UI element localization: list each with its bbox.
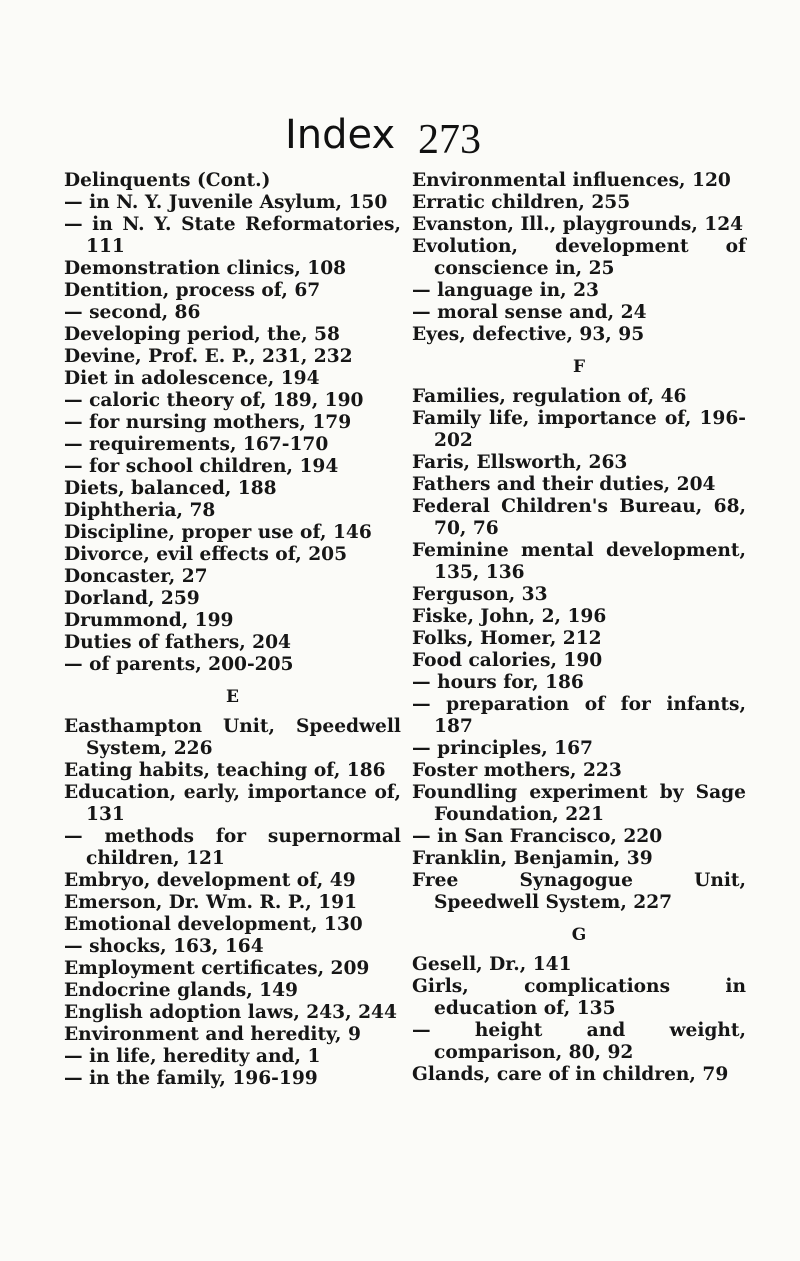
- index-entry: Emotional development, 130: [64, 914, 363, 935]
- index-entry: Federal Children's Bureau, 68, 70, 76: [412, 496, 746, 539]
- index-group-f: [412, 386, 746, 914]
- index-entry: Drummond, 199: [64, 610, 234, 631]
- section-letter-f: F: [572, 357, 586, 377]
- page-number: 273: [418, 117, 481, 163]
- index-column-right: [412, 170, 746, 1086]
- index-entry: Eyes, defective, 93, 95: [412, 324, 645, 345]
- index-entry: Endocrine glands, 149: [64, 980, 298, 1001]
- index-entry: Diet in adolescence, 194: [64, 368, 320, 389]
- index-entry: — in the family, 196-199: [64, 1068, 318, 1089]
- index-entry: Families, regulation of, 46: [412, 386, 687, 407]
- index-group-d: [64, 170, 401, 676]
- index-entry: Environment and heredity, 9: [64, 1024, 361, 1045]
- index-entry: Diphtheria, 78: [64, 500, 216, 521]
- index-entry: Franklin, Benjamin, 39: [412, 848, 653, 869]
- index-group-e-cont: [412, 170, 746, 346]
- index-entry: Duties of fathers, 204: [64, 632, 291, 653]
- index-entry: — for school children, 194: [64, 456, 339, 477]
- page-header: [0, 112, 800, 168]
- page-title: Index: [285, 112, 396, 158]
- index-entry: — language in, 23: [412, 280, 599, 301]
- index-entry: — in N. Y. State Reformatories, 111: [64, 214, 401, 257]
- index-entry: — second, 86: [64, 302, 201, 323]
- index-entry: — preparation of for infants, 187: [412, 694, 746, 737]
- index-entry: Education, early, importance of, 131: [64, 782, 401, 825]
- index-entry: Dorland, 259: [64, 588, 200, 609]
- index-entry: — methods for supernormal children, 121: [64, 826, 401, 869]
- index-entry: Glands, care of in children, 79: [412, 1064, 729, 1085]
- index-entry: Doncaster, 27: [64, 566, 208, 587]
- index-entry: Devine, Prof. E. P., 231, 232: [64, 346, 353, 367]
- index-entry: — in San Francisco, 220: [412, 826, 663, 847]
- index-entry: Feminine mental development, 135, 136: [412, 540, 746, 583]
- index-entry: Girls, complications in education of, 135: [412, 976, 746, 1019]
- index-entry: Dentition, process of, 67: [64, 280, 321, 301]
- index-entry: — shocks, 163, 164: [64, 936, 264, 957]
- index-entry: — requirements, 167-170: [64, 434, 329, 455]
- index-entry: — in N. Y. Juvenile Asylum, 150: [64, 192, 388, 213]
- index-entry: — caloric theory of, 189, 190: [64, 390, 364, 411]
- index-entry: — moral sense and, 24: [412, 302, 647, 323]
- index-entry: Diets, balanced, 188: [64, 478, 277, 499]
- index-entry: — of parents, 200-205: [64, 654, 294, 675]
- index-entry: Ferguson, 33: [412, 584, 548, 605]
- index-entry: Family life, importance of, 196-202: [412, 408, 746, 451]
- index-entry: — height and weight, comparison, 80, 92: [412, 1020, 746, 1063]
- index-entry: — hours for, 186: [412, 672, 584, 693]
- index-entry: Eating habits, teaching of, 186: [64, 760, 386, 781]
- index-entry: Faris, Ellsworth, 263: [412, 452, 628, 473]
- index-entry: Evolution, development of conscience in, 25: [412, 236, 746, 279]
- index-entry: Delinquents (Cont.): [64, 170, 271, 191]
- index-entry: Environmental influences, 120: [412, 170, 731, 191]
- index-entry: — principles, 167: [412, 738, 593, 759]
- index-entry: English adoption laws, 243, 244: [64, 1002, 397, 1023]
- index-entry: Demonstration clinics, 108: [64, 258, 347, 279]
- index-entry: Folks, Homer, 212: [412, 628, 602, 649]
- index-entry: Evanston, Ill., playgrounds, 124: [412, 214, 744, 235]
- section-letter-g: G: [571, 925, 587, 945]
- index-entry: Discipline, proper use of, 146: [64, 522, 372, 543]
- index-entry: Foster mothers, 223: [412, 760, 622, 781]
- index-entry: Fathers and their duties, 204: [412, 474, 716, 495]
- index-entry: Erratic children, 255: [412, 192, 631, 213]
- index-entry: Gesell, Dr., 141: [412, 954, 572, 975]
- index-entry: Developing period, the, 58: [64, 324, 340, 345]
- index-entry: Embryo, development of, 49: [64, 870, 356, 891]
- index-entry: Divorce, evil effects of, 205: [64, 544, 348, 565]
- index-group-e: [64, 716, 401, 1090]
- index-column-left: [64, 170, 401, 1090]
- index-entry: Easthampton Unit, Speedwell System, 226: [64, 716, 401, 759]
- index-entry: — for nursing mothers, 179: [64, 412, 352, 433]
- index-entry: Food calories, 190: [412, 650, 603, 671]
- index-entry: Free Synagogue Unit, Speedwell System, 227: [412, 870, 746, 913]
- index-entry: Fiske, John, 2, 196: [412, 606, 607, 627]
- index-entry: Foundling experiment by Sage Foundation, 221: [412, 782, 746, 825]
- index-group-g: [412, 954, 746, 1086]
- section-letter-e: E: [226, 687, 239, 707]
- index-entry: — in life, heredity and, 1: [64, 1046, 321, 1067]
- index-entry: Employment certificates, 209: [64, 958, 370, 979]
- index-entry: Emerson, Dr. Wm. R. P., 191: [64, 892, 358, 913]
